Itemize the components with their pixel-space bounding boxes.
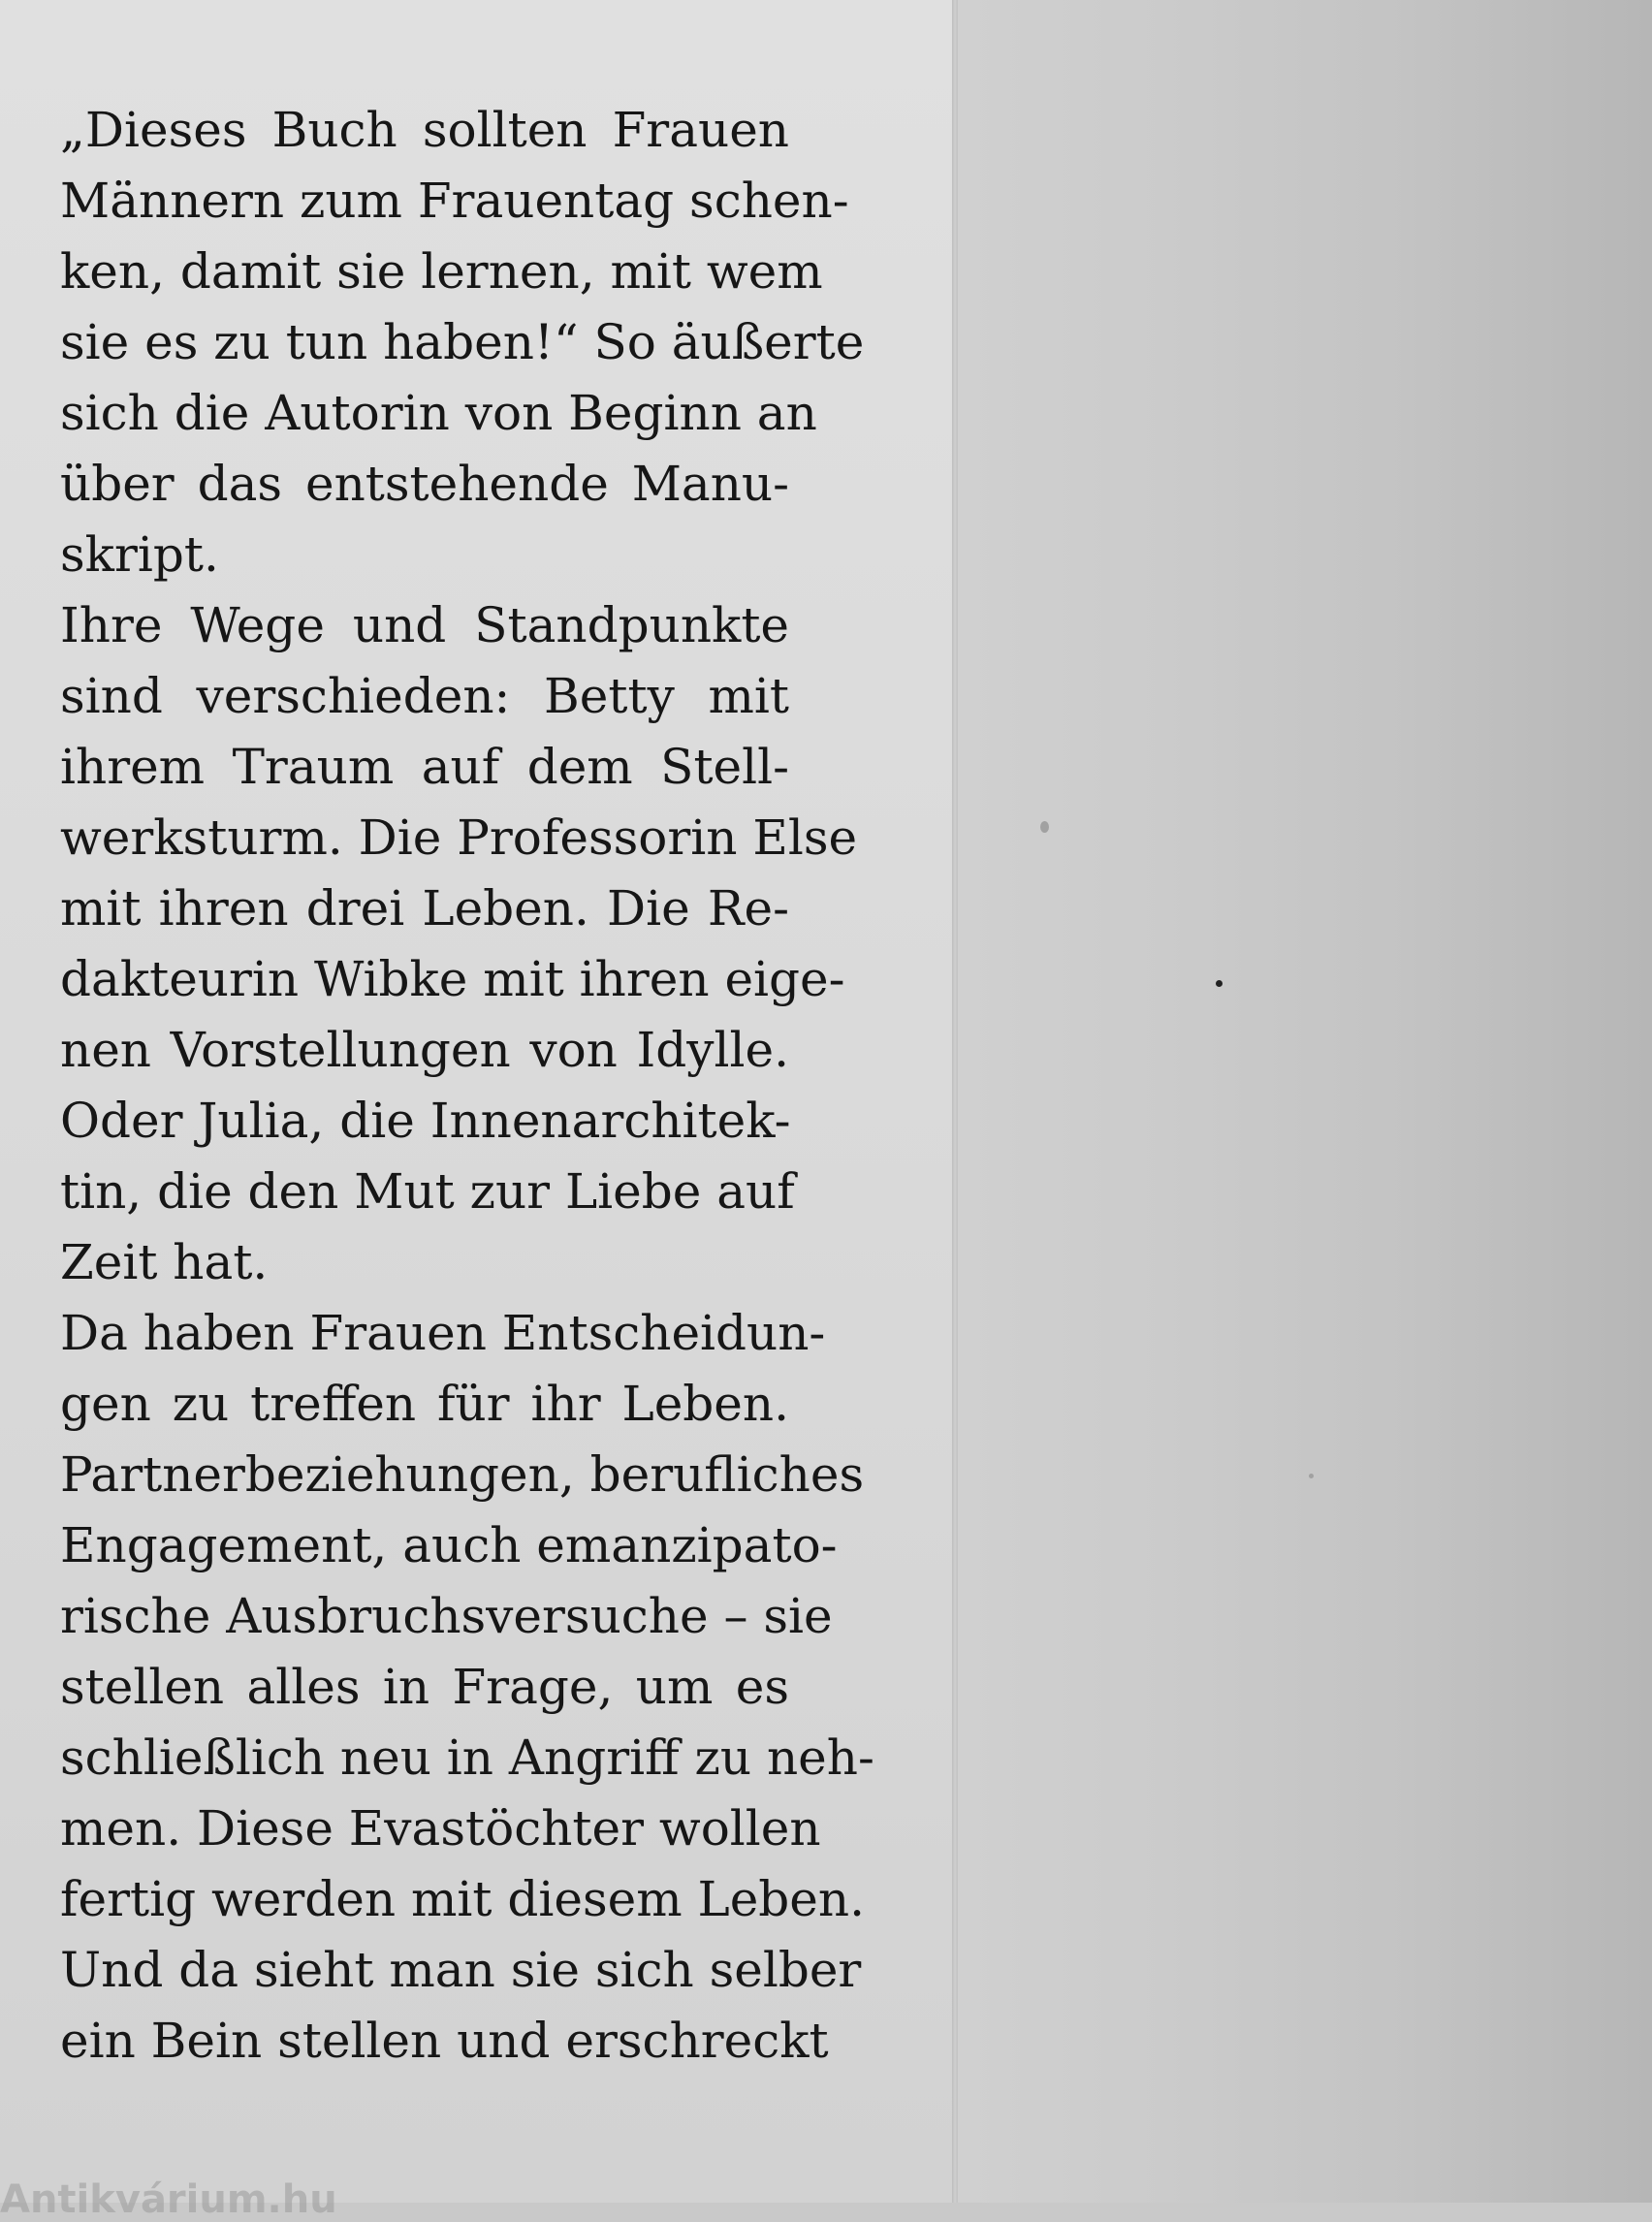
- text-line: Partnerbeziehungen, berufliches: [60, 1446, 865, 1503]
- text-line: Ihre Wege und Standpunkte: [60, 597, 789, 653]
- text-line: nen Vorstellungen von Idylle.: [60, 1022, 789, 1078]
- flap-text: [60, 95, 874, 2077]
- text-line: werksturm. Die Professorin Else: [60, 809, 858, 866]
- text-line: schließlich neu in Angriff zu neh-: [60, 1730, 874, 1786]
- paper-speck: [1040, 821, 1049, 833]
- text-line: ihrem Traum auf dem Stell-: [60, 739, 789, 795]
- text-line: dakteurin Wibke mit ihren eige-: [60, 951, 845, 1007]
- text-line: Und da sieht man sie sich selber: [60, 1942, 862, 1998]
- text-line: men. Diese Evastöchter wollen: [60, 1800, 821, 1857]
- text-line: Zeit hat.: [60, 1234, 269, 1290]
- text-line: tin, die den Mut zur Liebe auf: [60, 1163, 795, 1220]
- paragraph: [60, 590, 858, 1298]
- text-line: Oder Julia, die Innenarchitek-: [60, 1093, 791, 1149]
- text-line: sich die Autorin von Beginn an: [60, 385, 817, 441]
- text-line: sind verschieden: Betty mit: [60, 668, 789, 724]
- text-line: stellen alles in Frage, um es: [60, 1659, 789, 1715]
- text-line: rische Ausbruchsversuche – sie: [60, 1588, 833, 1644]
- paper-speck: [1216, 980, 1223, 987]
- text-line: gen zu treffen für ihr Leben.: [60, 1376, 789, 1432]
- text-line: ein Bein stellen und erschreckt: [60, 2013, 829, 2069]
- watermark-text: Antikvárium.hu: [0, 2177, 337, 2222]
- paper-speck: [1309, 1474, 1314, 1478]
- text-line: Da haben Frauen Entscheidun-: [60, 1305, 826, 1361]
- text-line: skript.: [60, 526, 219, 583]
- text-line: fertig werden mit diesem Leben.: [60, 1871, 865, 1927]
- text-line: Männern zum Frauentag schen-: [60, 173, 849, 229]
- text-line: sie es zu tun haben!“ So äußerte: [60, 314, 865, 370]
- book-cover-inside: [958, 0, 1652, 2203]
- paragraph: [60, 95, 865, 590]
- text-line: ken, damit sie lernen, mit wem: [60, 243, 823, 300]
- text-line: Engagement, auch emanzipato-: [60, 1517, 838, 1573]
- paragraph: [60, 1298, 874, 2077]
- text-line: mit ihren drei Leben. Die Re-: [60, 880, 789, 936]
- text-line: über das entstehende Manu-: [60, 456, 789, 512]
- text-line: „Dieses Buch sollten Frauen: [60, 102, 789, 158]
